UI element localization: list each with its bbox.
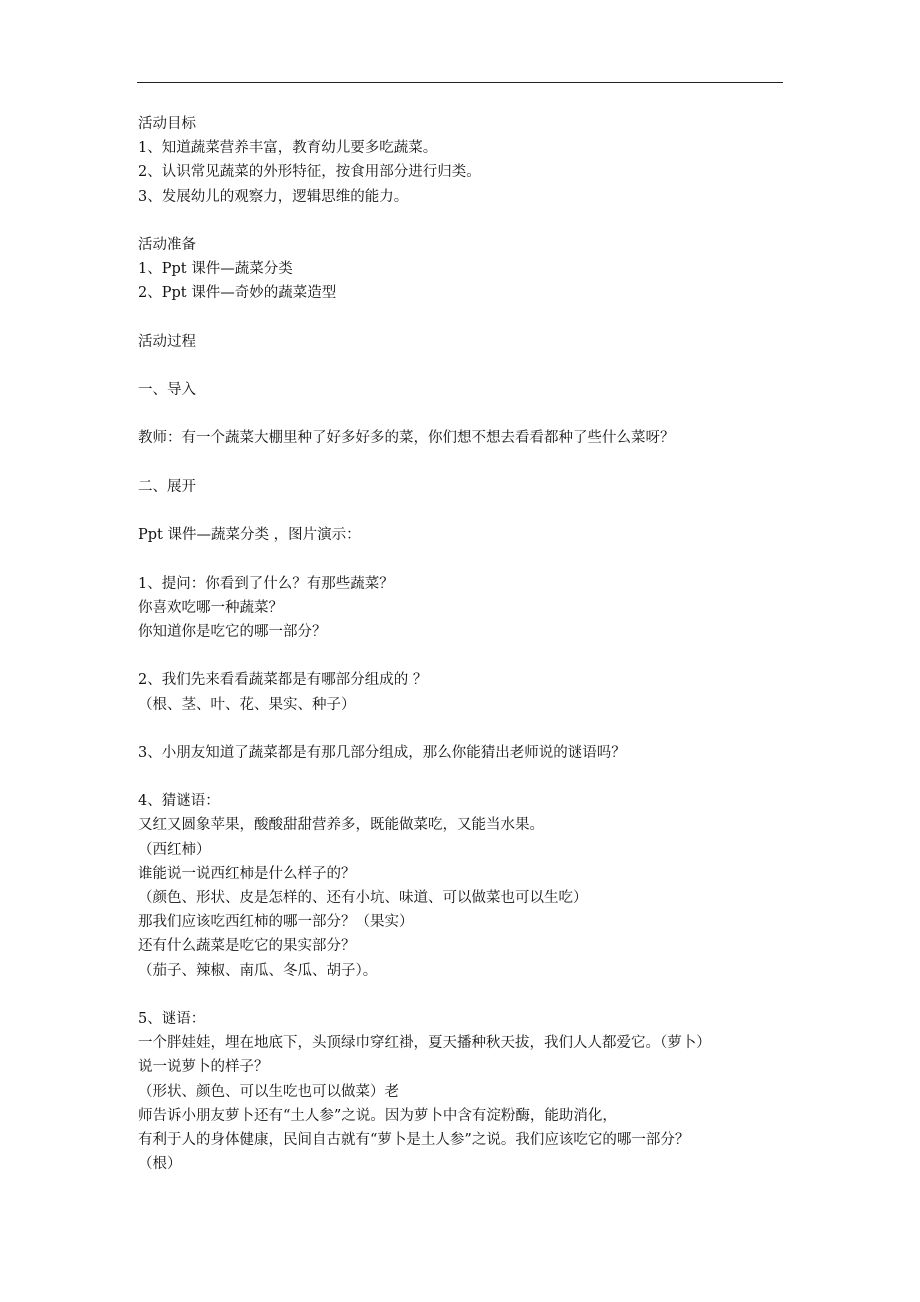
text-line: 说一说萝卜的样子？ xyxy=(138,1059,269,1076)
text-line: （根） xyxy=(138,1156,182,1173)
text-line: （形状、颜色、可以生吃也可以做菜）老 xyxy=(138,1083,399,1100)
blank-line xyxy=(138,306,798,330)
text-line: 师告诉小朋友萝卜还有“土人参”之说。因为萝卜中含有淀粉酶，能助消化， xyxy=(138,1107,617,1124)
text-line: （茄子、辣椒、南瓜、冬瓜、胡子）。 xyxy=(138,962,378,979)
text-line: 活动目标 xyxy=(138,116,196,132)
blank-line xyxy=(138,717,798,741)
text-line: 3、发展幼儿的观察力，逻辑思维的能力。 xyxy=(138,188,409,205)
text-line: 1、提问：你看到了什么？有那些蔬菜？ xyxy=(138,575,394,592)
text-line: Ppt 课件—蔬菜分类 ，图片演示： xyxy=(138,527,361,544)
text-line: 那我们应该吃西红柿的哪一部分？（果实） xyxy=(138,914,414,931)
text-line: 教师：有一个蔬菜大棚里种了好多好多的菜，你们想不想去看看都种了些什么菜呀？ xyxy=(138,430,675,447)
text-line: 5、谜语： xyxy=(138,1010,206,1027)
blank-line xyxy=(138,402,798,426)
text-line: 又红又圆象苹果，酸酸甜甜营养多，既能做菜吃，又能当水果。 xyxy=(138,817,544,834)
blank-line xyxy=(138,547,798,571)
text-line: 3、小朋友知道了蔬菜都是有那几部分组成，那么你能猜出老师说的谜语吗？ xyxy=(138,744,626,761)
blank-line xyxy=(138,983,798,1007)
blank-line xyxy=(138,209,798,233)
blank-line xyxy=(138,499,798,523)
text-line: 一个胖娃娃，埋在地底下，头顶绿巾穿红褂，夏天播种秋天拔，我们人人都爱它。（萝卜） xyxy=(138,1035,711,1052)
text-line: 1、Ppt 课件—蔬菜分类 xyxy=(138,261,293,278)
text-line: 1、知道蔬菜营养丰富，教育幼儿要多吃蔬菜。 xyxy=(138,140,438,157)
text-line: 谁能说一说西红柿是什么样子的？ xyxy=(138,865,356,882)
text-line: 2、认识常见蔬菜的外形特征，按食用部分进行归类。 xyxy=(138,164,481,181)
document-body xyxy=(138,112,798,1176)
blank-line xyxy=(138,451,798,475)
text-line: 2、我们先来看看蔬菜都是有哪部分组成的 ？ xyxy=(138,672,428,689)
text-line: 一、导入 xyxy=(138,382,196,399)
blank-line xyxy=(138,644,798,668)
text-line: （根、茎、叶、花、果实、种子） xyxy=(138,696,356,713)
blank-line xyxy=(138,765,798,789)
text-line: 活动过程 xyxy=(138,333,196,350)
text-line: 有利于人的身体健康，民间自古就有“萝卜是土人参”之说。我们应该吃它的哪一部分？ xyxy=(138,1131,690,1148)
text-line: 2、Ppt 课件—奇妙的蔬菜造型 xyxy=(138,285,337,302)
text-line: 还有什么蔬菜是吃它的果实部分？ xyxy=(138,938,356,955)
text-line: 二、展开 xyxy=(138,478,196,495)
text-line: 4、猜谜语： xyxy=(138,793,220,810)
text-line: 你喜欢吃哪一种蔬菜？ xyxy=(138,599,283,616)
text-line: 活动准备 xyxy=(138,236,196,253)
header-rule xyxy=(137,82,783,83)
text-line: 你知道你是吃它的哪一部分？ xyxy=(138,623,327,640)
blank-line xyxy=(138,354,798,378)
text-line: （西红柿） xyxy=(138,841,211,858)
text-line: （颜色、形状、皮是怎样的、还有小坑、味道、可以做菜也可以生吃） xyxy=(138,890,588,906)
